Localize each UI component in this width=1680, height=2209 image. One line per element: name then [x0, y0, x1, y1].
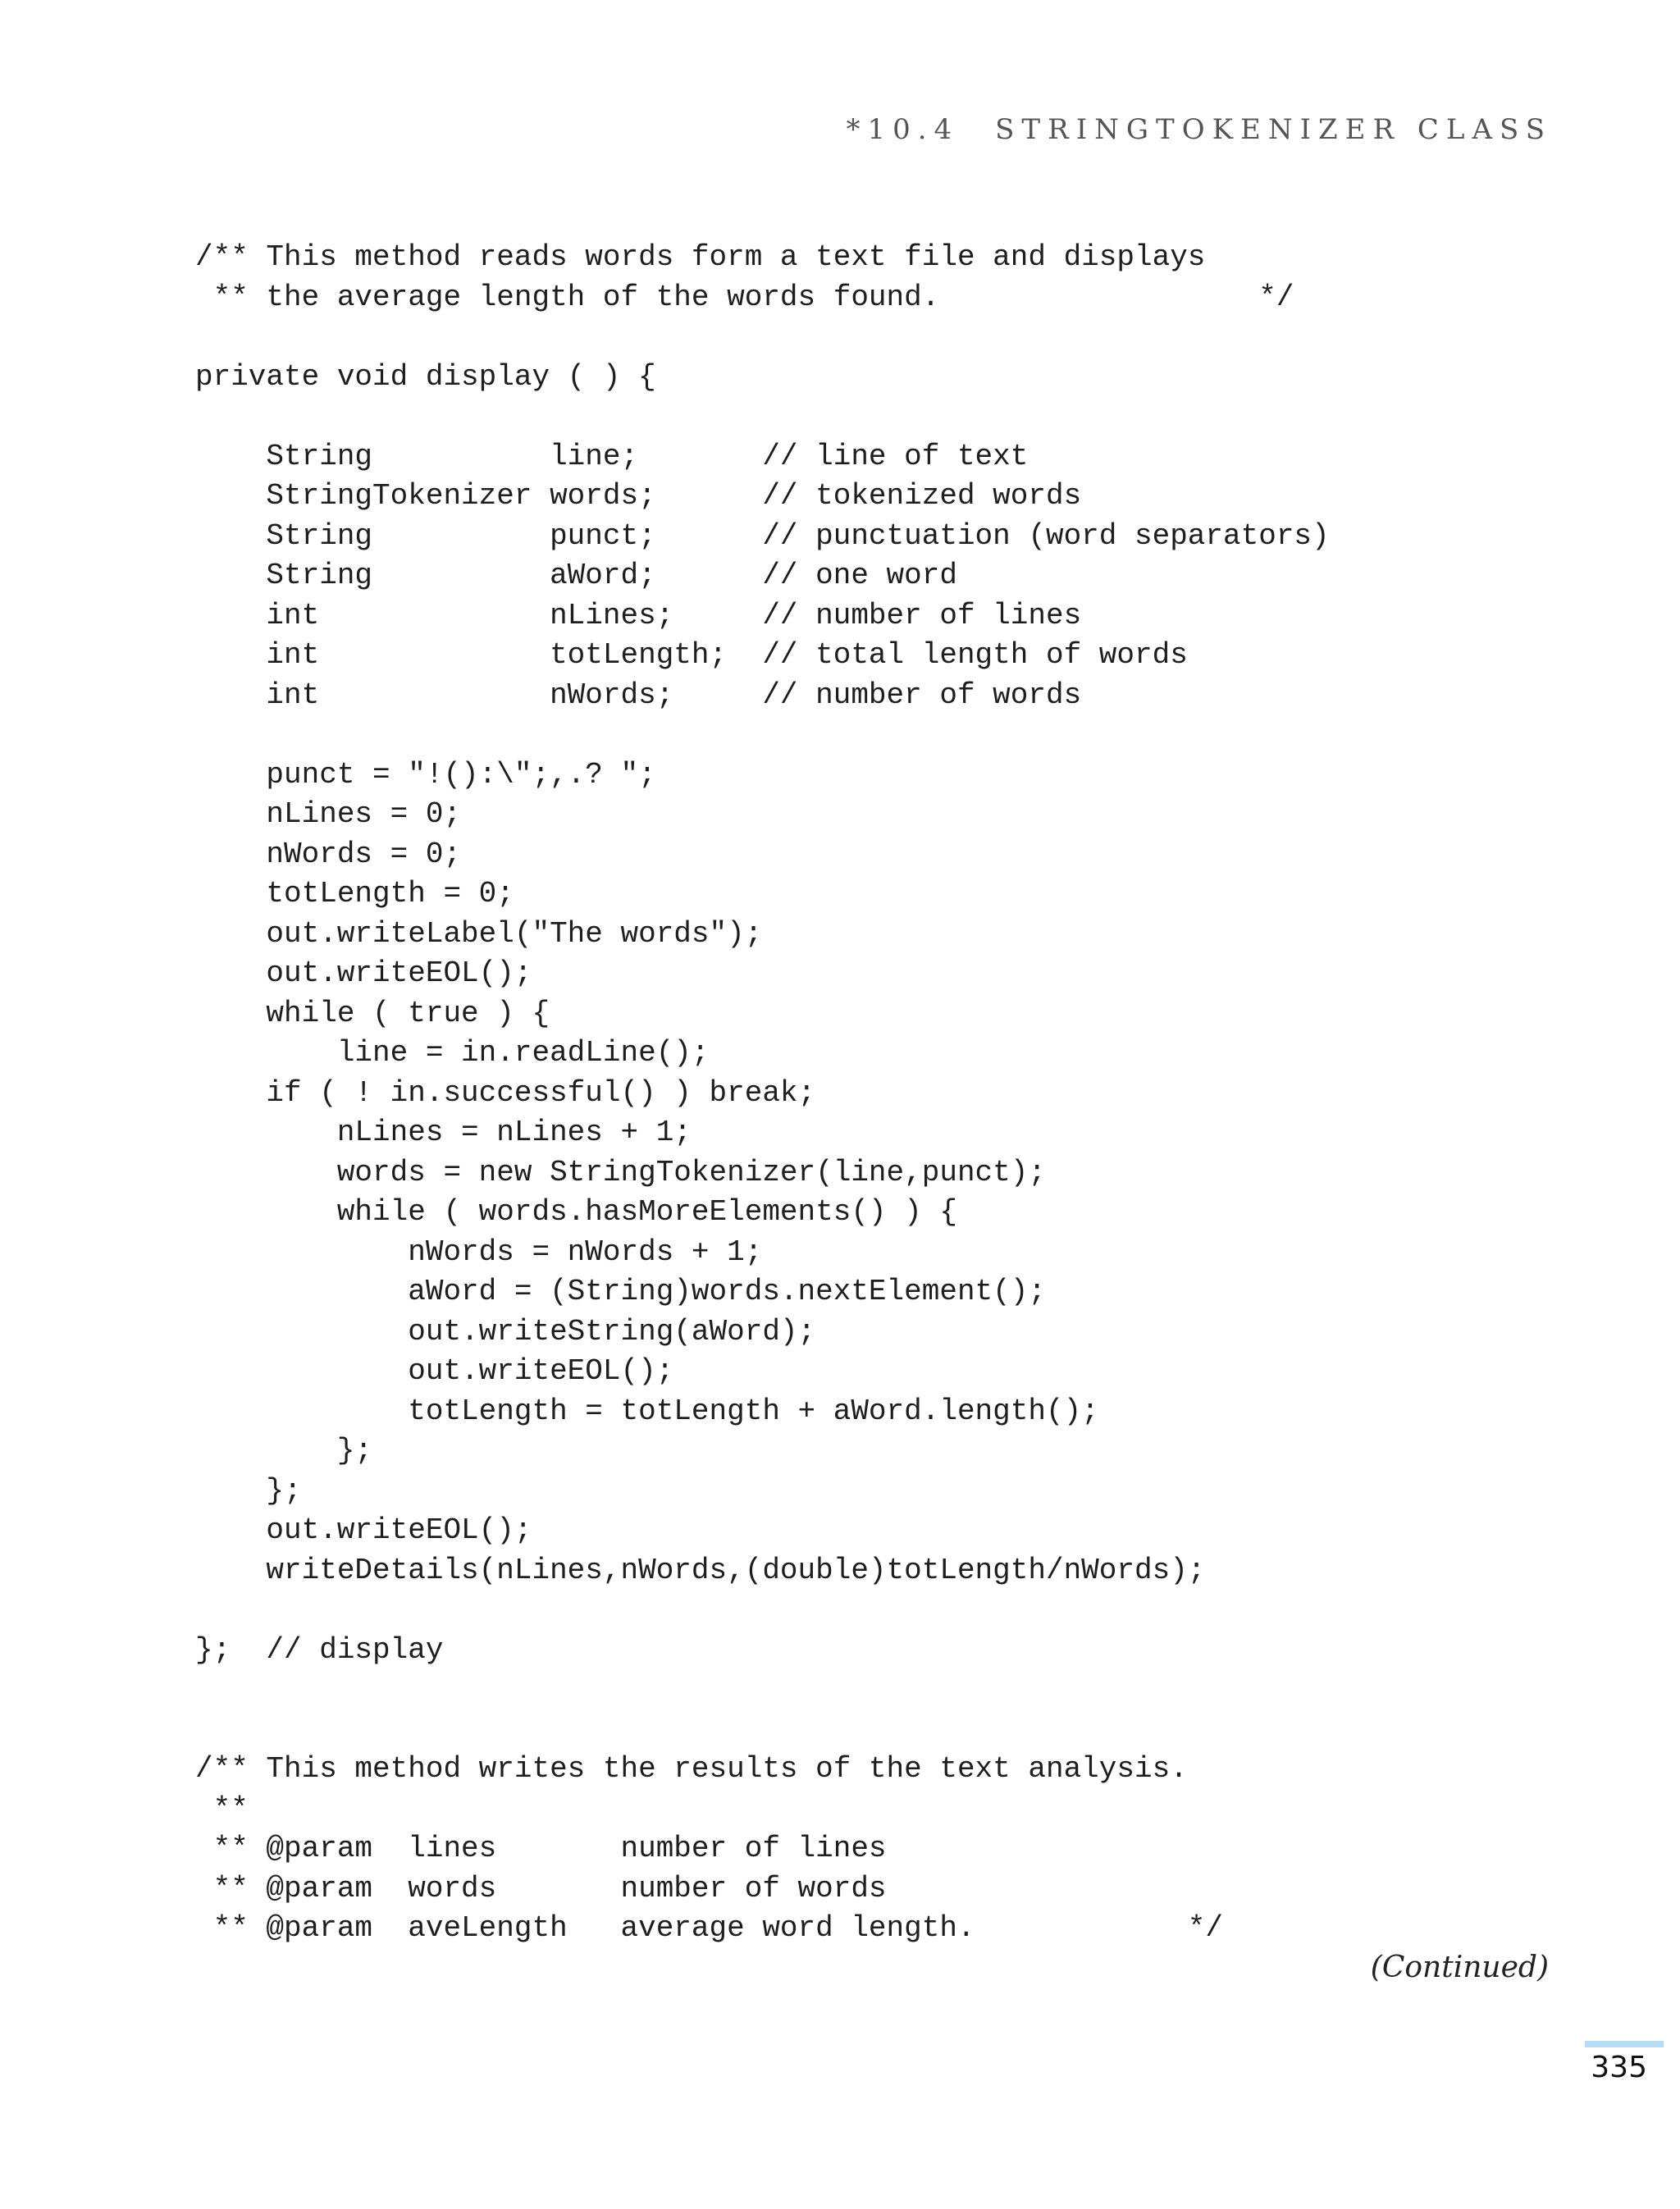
code-line: words = new StringTokenizer(line,punct);: [195, 1155, 1046, 1189]
code-listing: [195, 238, 1330, 1949]
code-line: [195, 1670, 1330, 1710]
code-line: /** This method writes the results of the text analysis.: [195, 1752, 1188, 1786]
code-line: punct = "!():\";,.? ";: [195, 757, 656, 792]
code-line: out.writeEOL();: [195, 1513, 532, 1547]
code-line: aWord = (String)words.nextElement();: [195, 1275, 1046, 1308]
running-head: [846, 113, 1552, 146]
code-line: nLines = 0;: [195, 797, 462, 831]
code-line: }; // display: [195, 1632, 444, 1667]
code-line: ** the average length of the words found. */: [195, 280, 1294, 314]
code-line: private void display ( ) {: [195, 359, 656, 394]
code-line: String line; // line of text: [195, 439, 1029, 473]
code-line: [195, 1591, 1330, 1631]
code-line: };: [195, 1473, 302, 1508]
code-line: String punct; // punctuation (word separators): [195, 518, 1330, 553]
code-line: out.writeEOL();: [195, 1354, 674, 1388]
code-line: [195, 715, 1330, 755]
code-line: while ( words.hasMoreElements() ) {: [195, 1195, 957, 1229]
code-line: nWords = 0;: [195, 837, 462, 871]
code-line: /** This method reads words form a text file and displays: [195, 240, 1206, 274]
code-line: nWords = nWords + 1;: [195, 1235, 763, 1269]
code-line: int totLength; // total length of words: [195, 638, 1188, 672]
code-line: if ( ! in.successful() ) break;: [195, 1075, 816, 1110]
code-line: out.writeLabel("The words");: [195, 916, 763, 951]
section-title: STRINGTOKENIZER CLASS: [995, 113, 1552, 146]
code-line: out.writeString(aWord);: [195, 1314, 816, 1349]
code-line: nLines = nLines + 1;: [195, 1116, 692, 1149]
code-line: out.writeEOL();: [195, 956, 532, 990]
code-line: int nLines; // number of lines: [195, 598, 1082, 632]
code-line: line = in.readLine();: [195, 1036, 710, 1070]
code-line: ** @param lines number of lines: [195, 1832, 887, 1865]
page-number: 335: [1591, 2051, 1647, 2084]
code-line: [195, 317, 1330, 358]
code-line: totLength = totLength + aWord.length();: [195, 1394, 1099, 1428]
code-line: ** @param aveLength average word length. */: [195, 1911, 1224, 1945]
code-line: int nWords; // number of words: [195, 678, 1082, 712]
code-line: writeDetails(nLines,nWords,(double)totLength/nWords);: [195, 1553, 1206, 1587]
code-line: [195, 397, 1330, 437]
code-line: totLength = 0;: [195, 877, 514, 911]
code-line: while ( true ) {: [195, 996, 550, 1030]
code-line: ** @param words number of words: [195, 1871, 887, 1905]
code-line: **: [195, 1791, 249, 1826]
code-line: [195, 1710, 1330, 1750]
code-line: String aWord; // one word: [195, 559, 957, 592]
code-line: };: [195, 1434, 373, 1467]
section-number: *10.4: [846, 113, 960, 146]
page-number-rule: [1585, 2041, 1664, 2047]
continued-label: (Continued): [1370, 1951, 1549, 1984]
code-line: StringTokenizer words; // tokenized words: [195, 479, 1082, 513]
